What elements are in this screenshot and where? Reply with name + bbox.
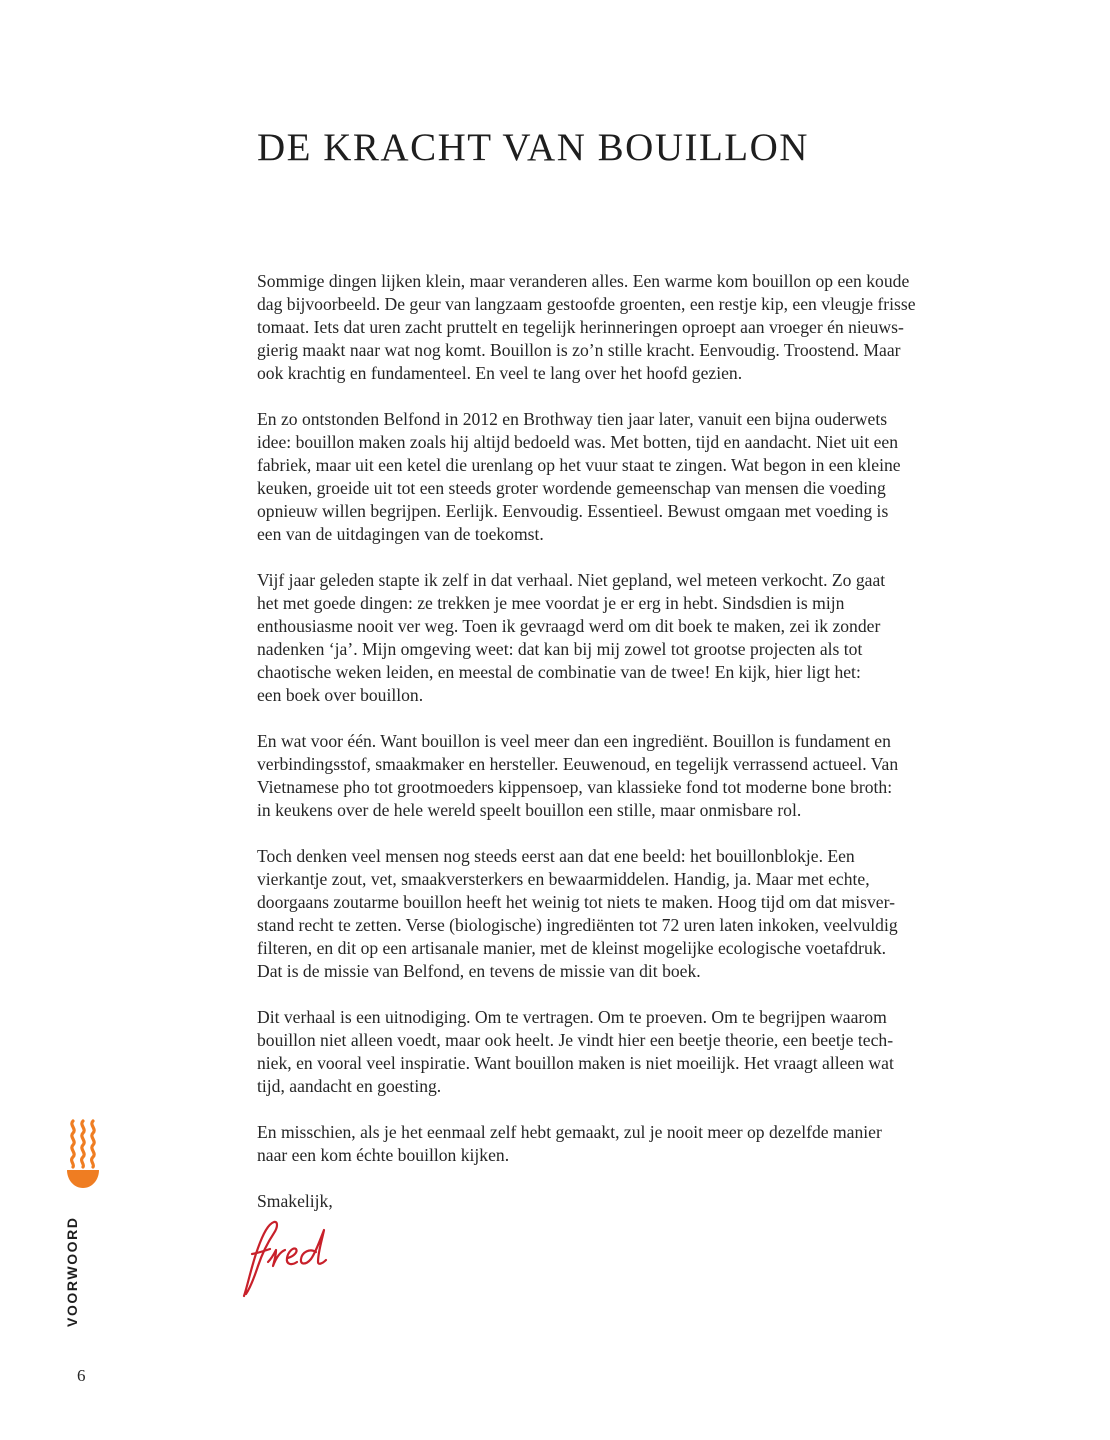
text-line: doorgaans zoutarme bouillon heeft het weinig tot niets te maken. Hoog tijd om dat misver- — [257, 892, 895, 912]
text-line: stand recht te zetten. Verse (biologische) ingrediënten tot 72 uren laten inkoken, veelvuldig — [257, 915, 898, 935]
text-line: enthousiasme nooit ver weg. Toen ik gevraagd werd om dit boek te maken, zei ik zonder — [257, 616, 881, 636]
paragraph — [257, 845, 1007, 983]
section-label: VOORWOORD — [64, 1216, 80, 1327]
text-line: keuken, groeide uit tot een steeds groter wordende gemeenschap van mensen die voeding — [257, 478, 886, 498]
text-line: tomaat. Iets dat uren zacht pruttelt en tegelijk herinneringen oproept aan vroeger én nieuws- — [257, 317, 904, 337]
text-line: vierkantje zout, vet, smaakversterkers en bewaarmiddelen. Handig, ja. Maar met echte, — [257, 869, 870, 889]
text-line: En zo ontstonden Belfond in 2012 en Brothway tien jaar later, vanuit een bijna ouderwets — [257, 409, 888, 429]
text-line: En wat voor één. Want bouillon is veel meer dan een ingrediënt. Bouillon is fundament en — [257, 731, 891, 751]
text-line: Vietnamese pho tot grootmoeders kippensoep, van klassieke fond tot moderne bone broth: — [257, 777, 893, 797]
text-line: opnieuw willen begrijpen. Eerlijk. Eenvoudig. Essentieel. Bewust omgaan met voeding is — [257, 501, 889, 521]
text-line: een van de uitdagingen van de toekomst. — [257, 524, 544, 544]
text-line: filteren, en dit op een artisanale manier, met de kleinst mogelijke ecologische voetafdruk. — [257, 938, 887, 958]
text-line: nadenken ‘ja’. Mijn omgeving weet: dat kan bij mij zowel tot grootse projecten als tot — [257, 639, 863, 659]
text-line: een boek over bouillon. — [257, 685, 424, 705]
text-line: chaotische weken leiden, en meestal de combinatie van de twee! En kijk, hier ligt het: — [257, 662, 861, 682]
paragraph — [257, 730, 1007, 822]
text-line: Dit verhaal is een uitnodiging. Om te vertragen. Om te proeven. Om te begrijpen waarom — [257, 1007, 887, 1027]
text-line: fabriek, maar uit een ketel die urenlang op het vuur staat te zingen. Wat begon in een kleine — [257, 455, 901, 475]
text-line: Toch denken veel mensen nog steeds eerst aan dat ene beeld: het bouillonblokje. Een — [257, 846, 855, 866]
text-line: dag bijvoorbeeld. De geur van langzaam gestoofde groenten, een restje kip, een vleugje frisse — [257, 294, 916, 314]
text-line: tijd, aandacht en goesting. — [257, 1076, 442, 1096]
page-title: DE KRACHT VAN BOUILLON — [257, 126, 809, 169]
closing-salutation: Smakelijk, — [257, 1191, 333, 1211]
text-line: Dat is de missie van Belfond, en tevens de missie van dit boek. — [257, 961, 701, 981]
text-line: verbindingsstof, smaakmaker en hersteller. Eeuwenoud, en tegelijk verrassend actueel. Van — [257, 754, 899, 774]
steaming-bowl-icon — [66, 1118, 100, 1190]
paragraph — [257, 1121, 1007, 1167]
text-line: gierig maakt naar wat nog komt. Bouillon is zo’n stille kracht. Eenvoudig. Troostend. Maar — [257, 340, 901, 360]
text-line: naar een kom échte bouillon kijken. — [257, 1145, 510, 1165]
paragraph — [257, 569, 1007, 707]
text-line: Sommige dingen lijken klein, maar veranderen alles. Een warme kom bouillon op een koude — [257, 271, 910, 291]
text-line: bouillon niet alleen voedt, maar ook heelt. Je vindt hier een beetje theorie, een beetje tech- — [257, 1030, 894, 1050]
text-line: ook krachtig en fundamenteel. En veel te lang over het hoofd gezien. — [257, 363, 743, 383]
paragraph — [257, 270, 1007, 385]
page-number: 6 — [77, 1366, 86, 1385]
text-line: Vijf jaar geleden stapte ik zelf in dat verhaal. Niet gepland, wel meteen verkocht. Zo gaat — [257, 570, 886, 590]
text-line: niek, en vooral veel inspiratie. Want bouillon maken is niet moeilijk. Het vraagt alleen wat — [257, 1053, 894, 1073]
paragraph — [257, 1006, 1007, 1098]
text-line: in keukens over de hele wereld speelt bouillon een stille, maar onmisbare rol. — [257, 800, 802, 820]
paragraph — [257, 408, 1007, 546]
text-line: idee: bouillon maken zoals hij altijd bedoeld was. Met botten, tijd en aandacht. Niet uit een — [257, 432, 899, 452]
body-text — [257, 270, 1007, 1213]
signature-image — [238, 1214, 368, 1298]
text-line: het met goede dingen: ze trekken je mee voordat je er erg in hebt. Sindsdien is mijn — [257, 593, 845, 613]
text-line: En misschien, als je het eenmaal zelf hebt gemaakt, zul je nooit meer op dezelfde manier — [257, 1122, 882, 1142]
